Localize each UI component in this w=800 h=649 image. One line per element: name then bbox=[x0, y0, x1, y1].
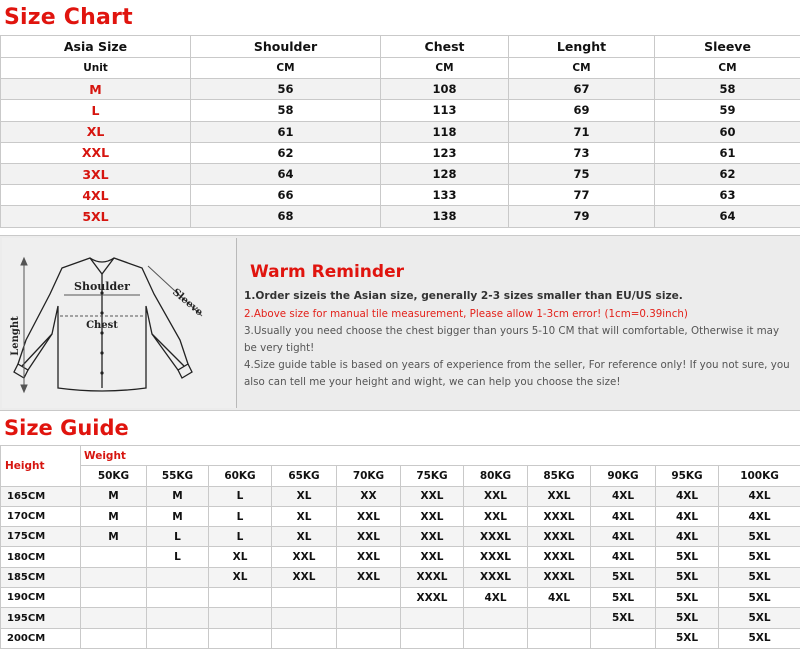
size-cell: 5XL bbox=[656, 588, 719, 608]
height-label: 190CM bbox=[1, 588, 81, 608]
measurement-cell: 118 bbox=[381, 121, 509, 142]
size-guide-label-row bbox=[1, 446, 800, 466]
size-cell: XXL bbox=[464, 486, 528, 506]
size-cell: XXXL bbox=[528, 506, 591, 526]
size-cell: 4XL bbox=[591, 486, 656, 506]
measurement-cell: 60 bbox=[655, 121, 800, 142]
measurement-cell: 113 bbox=[381, 100, 509, 121]
size-cell bbox=[209, 588, 272, 608]
shoulder-label: Shoulder bbox=[74, 280, 130, 293]
table-row bbox=[1, 185, 800, 206]
size-cell bbox=[209, 608, 272, 628]
size-cell: 5XL bbox=[656, 547, 719, 567]
size-cell bbox=[81, 547, 147, 567]
size-cell: L bbox=[147, 527, 209, 547]
measurement-cell: 68 bbox=[191, 206, 381, 227]
size-cell bbox=[464, 608, 528, 628]
table-row bbox=[1, 206, 800, 227]
size-cell: XXXL bbox=[528, 527, 591, 547]
table-row bbox=[1, 506, 800, 526]
weight-header: 85KG bbox=[528, 466, 591, 486]
size-label: 5XL bbox=[1, 206, 191, 227]
measurement-cell: 123 bbox=[381, 142, 509, 163]
size-chart-unit-row bbox=[1, 58, 800, 79]
size-cell: XXXL bbox=[528, 567, 591, 587]
weight-header: 65KG bbox=[272, 466, 337, 486]
table-row bbox=[1, 527, 800, 547]
measurement-cell: 73 bbox=[509, 142, 655, 163]
measurement-cell: 61 bbox=[655, 142, 800, 163]
size-cell: XXL bbox=[401, 547, 464, 567]
column-header: Lenght bbox=[509, 36, 655, 58]
weight-header: 100KG bbox=[719, 466, 800, 486]
reminder-line-3: 3.Usually you need choose the chest bigger than yours 5-10 CM that will comfortable, Otherwise it may be very tight! bbox=[244, 323, 792, 357]
size-cell: XL bbox=[209, 567, 272, 587]
size-cell: 5XL bbox=[719, 567, 800, 587]
size-cell bbox=[464, 628, 528, 648]
size-cell: XXL bbox=[401, 506, 464, 526]
size-cell bbox=[401, 608, 464, 628]
size-cell: M bbox=[81, 527, 147, 547]
table-row bbox=[1, 486, 800, 506]
warm-reminder-title: Warm Reminder bbox=[250, 262, 404, 282]
size-cell: 4XL bbox=[528, 588, 591, 608]
size-cell: XXXL bbox=[464, 567, 528, 587]
size-cell bbox=[81, 628, 147, 648]
size-cell: XXL bbox=[337, 547, 401, 567]
size-cell: 5XL bbox=[591, 608, 656, 628]
size-cell bbox=[337, 588, 401, 608]
weight-header: 70KG bbox=[337, 466, 401, 486]
size-cell bbox=[337, 608, 401, 628]
size-chart-table bbox=[0, 35, 800, 228]
size-cell: 4XL bbox=[464, 588, 528, 608]
size-cell: XXL bbox=[337, 567, 401, 587]
column-header: Sleeve bbox=[655, 36, 800, 58]
measurement-cell: 79 bbox=[509, 206, 655, 227]
size-cell: 5XL bbox=[719, 527, 800, 547]
measurement-cell: 59 bbox=[655, 100, 800, 121]
size-label: XL bbox=[1, 121, 191, 142]
chest-label: Chest bbox=[86, 320, 118, 331]
measurement-cell: 138 bbox=[381, 206, 509, 227]
size-label: XXL bbox=[1, 142, 191, 163]
measurement-cell: 56 bbox=[191, 79, 381, 100]
size-cell bbox=[147, 588, 209, 608]
height-axis-label: Height bbox=[1, 446, 81, 487]
shirt-illustration bbox=[2, 238, 235, 406]
size-cell: 4XL bbox=[719, 506, 800, 526]
size-cell bbox=[528, 608, 591, 628]
size-cell: XXXL bbox=[401, 567, 464, 587]
size-cell: 5XL bbox=[591, 567, 656, 587]
size-cell bbox=[147, 567, 209, 587]
size-cell: XXL bbox=[528, 486, 591, 506]
size-cell: XL bbox=[272, 506, 337, 526]
sleeve-label: Sleeve bbox=[170, 287, 205, 319]
size-cell bbox=[272, 588, 337, 608]
size-guide-table bbox=[0, 445, 800, 649]
size-cell: 5XL bbox=[656, 608, 719, 628]
size-cell: 5XL bbox=[656, 628, 719, 648]
height-label: 170CM bbox=[1, 506, 81, 526]
measurement-cell: 64 bbox=[191, 163, 381, 184]
size-cell: XXL bbox=[272, 547, 337, 567]
column-header: Chest bbox=[381, 36, 509, 58]
measurement-cell: 67 bbox=[509, 79, 655, 100]
size-cell bbox=[81, 588, 147, 608]
shirt-measurement-diagram bbox=[2, 238, 237, 408]
height-label: 175CM bbox=[1, 527, 81, 547]
measurement-cell: 58 bbox=[655, 79, 800, 100]
size-cell: XXXL bbox=[464, 547, 528, 567]
measurement-cell: 62 bbox=[655, 163, 800, 184]
measurement-cell: 77 bbox=[509, 185, 655, 206]
warm-reminder-panel bbox=[0, 235, 800, 411]
size-cell: 5XL bbox=[719, 547, 800, 567]
measurement-cell: 63 bbox=[655, 185, 800, 206]
size-cell: 5XL bbox=[719, 628, 800, 648]
size-cell: L bbox=[209, 506, 272, 526]
table-row bbox=[1, 100, 800, 121]
measurement-cell: 62 bbox=[191, 142, 381, 163]
size-cell: XXXL bbox=[528, 547, 591, 567]
size-cell: XXL bbox=[337, 506, 401, 526]
weight-header-row bbox=[1, 466, 800, 486]
table-row bbox=[1, 608, 800, 628]
size-cell: XL bbox=[209, 547, 272, 567]
unit-cell: CM bbox=[655, 58, 800, 79]
size-cell: 4XL bbox=[656, 486, 719, 506]
size-cell: L bbox=[209, 486, 272, 506]
height-label: 165CM bbox=[1, 486, 81, 506]
size-cell: 4XL bbox=[591, 547, 656, 567]
size-cell: XXL bbox=[337, 527, 401, 547]
weight-header: 55KG bbox=[147, 466, 209, 486]
measurement-cell: 75 bbox=[509, 163, 655, 184]
height-label: 195CM bbox=[1, 608, 81, 628]
size-cell: M bbox=[147, 506, 209, 526]
size-cell: XL bbox=[272, 527, 337, 547]
column-header: Shoulder bbox=[191, 36, 381, 58]
weight-header: 95KG bbox=[656, 466, 719, 486]
height-label: 180CM bbox=[1, 547, 81, 567]
table-row bbox=[1, 163, 800, 184]
weight-header: 75KG bbox=[401, 466, 464, 486]
size-chart-header-row bbox=[1, 36, 800, 58]
size-cell: XXL bbox=[464, 506, 528, 526]
reminder-line-2: 2.Above size for manual tile measurement, Please allow 1-3cm error! (1cm=0.39inch) bbox=[244, 306, 792, 323]
size-cell bbox=[401, 628, 464, 648]
size-cell: XXXL bbox=[401, 588, 464, 608]
table-row bbox=[1, 142, 800, 163]
weight-axis-label: Weight bbox=[81, 446, 800, 466]
size-label: M bbox=[1, 79, 191, 100]
size-cell bbox=[147, 608, 209, 628]
unit-cell: CM bbox=[381, 58, 509, 79]
table-row bbox=[1, 567, 800, 587]
measurement-cell: 69 bbox=[509, 100, 655, 121]
weight-header: 60KG bbox=[209, 466, 272, 486]
size-cell: M bbox=[81, 486, 147, 506]
size-cell: L bbox=[209, 527, 272, 547]
size-cell: 4XL bbox=[719, 486, 800, 506]
reminder-line-4: 4.Size guide table is based on years of experience from the seller, For reference only! If you not sure, you also can tell me your height and wight, we can help you choose the size! bbox=[244, 357, 792, 391]
size-cell bbox=[81, 567, 147, 587]
size-cell: 4XL bbox=[656, 527, 719, 547]
size-cell: XXXL bbox=[464, 527, 528, 547]
size-label: 3XL bbox=[1, 163, 191, 184]
height-label: 200CM bbox=[1, 628, 81, 648]
table-row bbox=[1, 547, 800, 567]
measurement-cell: 133 bbox=[381, 185, 509, 206]
size-label: L bbox=[1, 100, 191, 121]
measurement-cell: 61 bbox=[191, 121, 381, 142]
size-cell: 5XL bbox=[591, 588, 656, 608]
size-cell: XXL bbox=[401, 486, 464, 506]
measurement-cell: 58 bbox=[191, 100, 381, 121]
size-cell: M bbox=[147, 486, 209, 506]
size-cell: XXL bbox=[401, 527, 464, 547]
table-row bbox=[1, 588, 800, 608]
size-label: 4XL bbox=[1, 185, 191, 206]
unit-cell: CM bbox=[191, 58, 381, 79]
measurement-cell: 71 bbox=[509, 121, 655, 142]
height-label: 185CM bbox=[1, 567, 81, 587]
size-chart-title: Size Chart bbox=[4, 3, 133, 33]
reminder-line-1: 1.Order sizeis the Asian size, generally 2-3 sizes smaller than EU/US size. bbox=[244, 288, 792, 305]
size-cell bbox=[337, 628, 401, 648]
length-label: Lenght bbox=[10, 316, 21, 356]
unit-cell: Unit bbox=[1, 58, 191, 79]
size-cell: 4XL bbox=[591, 527, 656, 547]
size-cell bbox=[147, 628, 209, 648]
size-cell: M bbox=[81, 506, 147, 526]
table-row bbox=[1, 79, 800, 100]
column-header: Asia Size bbox=[1, 36, 191, 58]
size-cell: XX bbox=[337, 486, 401, 506]
table-row bbox=[1, 121, 800, 142]
size-cell bbox=[272, 628, 337, 648]
measurement-cell: 108 bbox=[381, 79, 509, 100]
weight-header: 80KG bbox=[464, 466, 528, 486]
unit-cell: CM bbox=[509, 58, 655, 79]
size-cell: L bbox=[147, 547, 209, 567]
measurement-cell: 66 bbox=[191, 185, 381, 206]
size-cell: 5XL bbox=[719, 588, 800, 608]
measurement-cell: 64 bbox=[655, 206, 800, 227]
size-cell: XXL bbox=[272, 567, 337, 587]
weight-header: 50KG bbox=[81, 466, 147, 486]
size-cell bbox=[528, 628, 591, 648]
table-row bbox=[1, 628, 800, 648]
size-cell bbox=[209, 628, 272, 648]
size-guide-title: Size Guide bbox=[4, 416, 129, 440]
size-cell bbox=[272, 608, 337, 628]
size-cell: XL bbox=[272, 486, 337, 506]
size-cell: 4XL bbox=[656, 506, 719, 526]
weight-header: 90KG bbox=[591, 466, 656, 486]
size-cell: 4XL bbox=[591, 506, 656, 526]
size-cell bbox=[81, 608, 147, 628]
size-cell: 5XL bbox=[719, 608, 800, 628]
measurement-cell: 128 bbox=[381, 163, 509, 184]
size-cell bbox=[591, 628, 656, 648]
size-cell: 5XL bbox=[656, 567, 719, 587]
